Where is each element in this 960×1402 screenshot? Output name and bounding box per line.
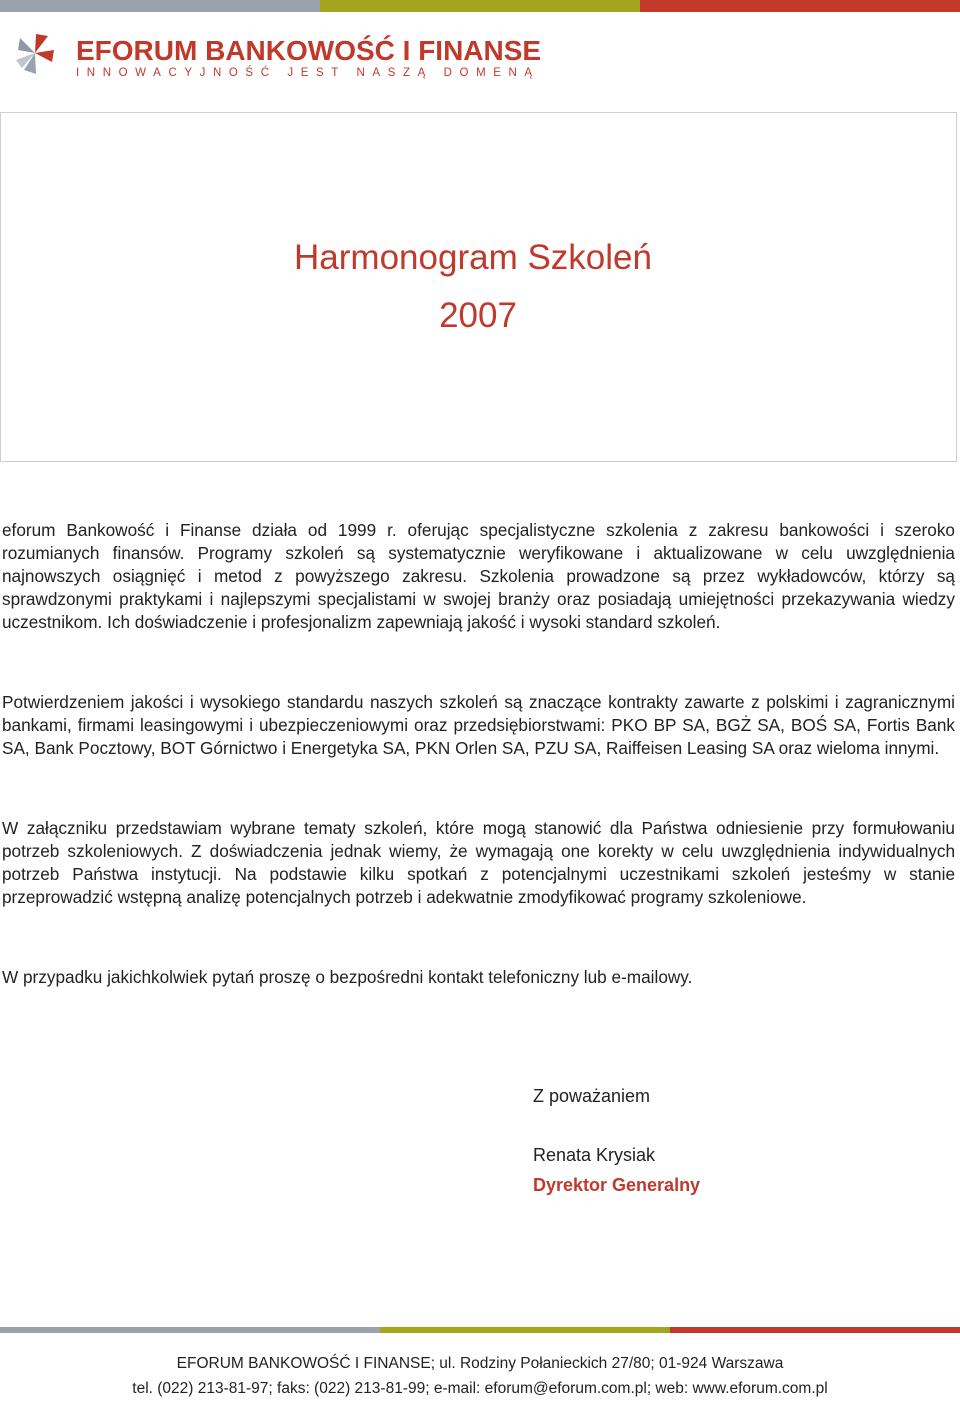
signature-role: Dyrektor Generalny [533, 1175, 701, 1195]
document-year: 2007 [439, 296, 517, 335]
signature-closing: Z poważaniem [533, 1086, 651, 1106]
signature-name: Renata Krysiak [533, 1145, 656, 1165]
brand-tagline: INNOWACYJNOŚĆ JEST NASZĄ DOMENĄ [76, 67, 540, 79]
title-frame [0, 112, 957, 462]
document-title: Harmonogram Szkoleń [294, 238, 652, 277]
footer-bar-olive [380, 1327, 670, 1333]
paragraph-attachment: W załączniku przedstawiam wybrane tematy szkoleń, które mogą stanowić dla Państwa odniesienie przy formułowaniu potrzeb szkoleniowych. Z doświadczenia jednak wiemy, że wymagają one korekty w celu uwzględnienia indywidualnych potrzeb Państwa instytucji. Na podstawie kilku spotkań z potencjalnymi uczestnikami szkoleń jesteśmy w stanie przeprowadzić wstępną analizę potencjalnych potrzeb i adekwatnie zmodyfikować programy szkoleniowe. [2, 818, 955, 907]
paragraph-intro: eforum Bankowość i Finanse działa od 1999 r. oferując specjalistyczne szkolenia z zakresu bankowości i szeroko rozumianych finansów. Programy szkoleń są systematycznie weryfikowane i aktualizowane w celu uwzględnienia najnowszych osiągnięć i metod z powyższego zakresu. Szkolenia prowadzone są przez wykładowców, którzy są sprawdzonymi praktykami i najlepszymi specjalistami w swojej branży oraz posiadają umiejętności przekazywania wiedzy uczestnikom. Ich doświadczenie i profesjonalizm zapewniają jakość i wysoki standard szkoleń. [2, 520, 955, 632]
footer-address: EFORUM BANKOWOŚĆ I FINANSE; ul. Rodziny Połanieckich 27/80; 01-924 Warszawa [176, 1355, 784, 1372]
top-color-bar [0, 0, 960, 12]
footer-contact: tel. (022) 213-81-97; faks: (022) 213-81-99; e-mail: eforum@eforum.com.pl; web: www.eforum.com.pl [132, 1380, 828, 1397]
paragraph-contact: W przypadku jakichkolwiek pytań proszę o bezpośredni kontakt telefoniczny lub e-mailowy. [2, 967, 693, 987]
top-bar-gray [0, 0, 320, 12]
footer-color-bar [0, 1327, 960, 1333]
top-bar-olive [320, 0, 640, 12]
paragraph-references: Potwierdzeniem jakości i wysokiego standardu naszych szkoleń są znaczące kontrakty zawarte z polskimi i zagranicznymi bankami, firmami leasingowymi i ubezpieczeniowymi oraz przedsiębiorstwami: PKO BP SA, BGŻ SA, BOŚ SA, Fortis Bank SA, Bank Pocztowy, BOT Górnictwo i Energetyka SA, PKN Orlen SA, PZU SA, Raiffeisen Leasing SA oraz wieloma innymi. [2, 692, 955, 758]
footer-bar-red [670, 1327, 960, 1333]
top-bar-red [640, 0, 960, 12]
footer-bar-gray [0, 1327, 380, 1333]
brand-name: EFORUM BANKOWOŚĆ I FINANSE [76, 35, 542, 66]
pinwheel-logo-icon [14, 30, 56, 76]
